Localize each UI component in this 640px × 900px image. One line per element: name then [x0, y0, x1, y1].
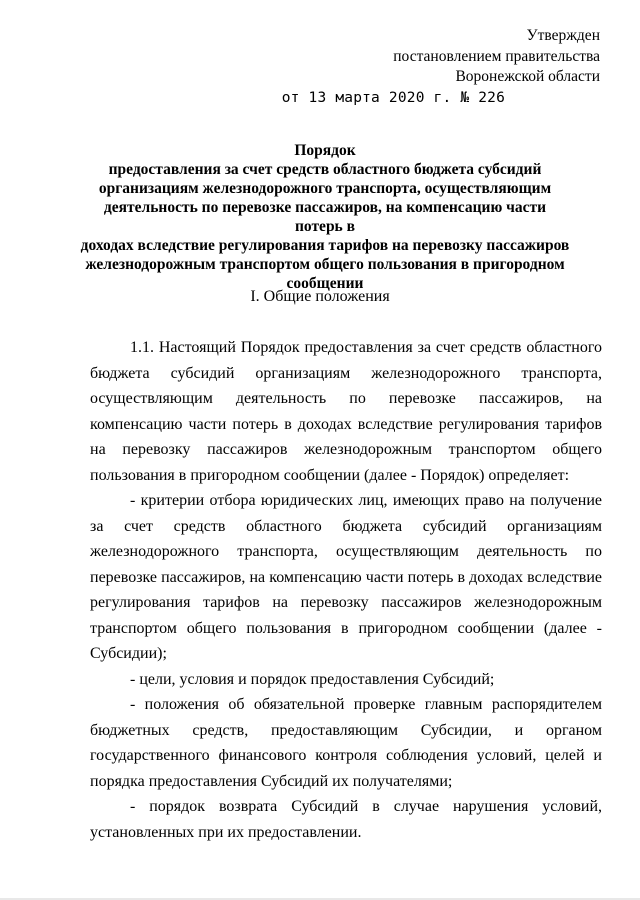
title-line: железнодорожным транспортом общего пользования в пригородном	[85, 256, 565, 273]
approval-line-resolution: постановлением правительства	[393, 47, 600, 65]
approval-line-approved: Утвержден	[526, 27, 600, 44]
list-item-mandatory-check: - положения об обязательной проверке главным распорядителем бюджетных средств, предоставляющим Субсидии, и органом государственного финансового контроля соблюдения условий, целей и порядка предоставления Субсидий их получателями;	[90, 696, 602, 790]
title-line: сообщении	[286, 275, 364, 292]
document-body	[90, 335, 602, 845]
title-line: доходах вследствие регулирования тарифов на перевозку пассажиров	[80, 237, 570, 254]
approval-line-region: Воронежской области	[455, 68, 600, 85]
paragraph-1-1: 1.1. Настоящий Порядок предоставления за счет средств областного бюджета субсидий организациям железнодорожного транспорта, осуществляющим деятельность по перевозке пассажиров, на компенсацию части потерь в доходах вследствие регулирования тарифов на перевозку пассажиров железнодорожным транспортом общего пользования в пригородном сообщении (далее - Порядок) определяет:	[90, 339, 602, 484]
approval-line-date-number: от 13 марта 2020 г. № 226	[281, 89, 505, 106]
title-line: предоставления за счет средств областного бюджета субсидий	[108, 161, 542, 178]
title-heading: Порядок	[294, 142, 356, 159]
list-item-goals-conditions: - цели, условия и порядок предоставления Субсидий;	[130, 670, 495, 688]
title-line: организациям железнодорожного транспорта, осуществляющим	[98, 180, 552, 197]
section-heading: I. Общие положения	[250, 288, 390, 305]
document-title	[80, 141, 570, 293]
list-item-refund-procedure: - порядок возврата Субсидий в случае нарушения условий, установленных при их предоставлении.	[90, 798, 602, 841]
approval-stamp	[282, 26, 600, 108]
list-item-selection-criteria: - критерии отбора юридических лиц, имеющих право на получение за счет средств областного бюджета субсидий организациям железнодорожного транспорта, осуществляющим деятельность по перевозке пассажиров, на компенсацию части потерь в доходах вследствие регулирования тарифов на перевозку пассажиров железнодорожным транспортом общего пользования в пригородном сообщении (далее - Субсидии);	[90, 492, 602, 662]
title-line: деятельность по перевозке пассажиров, на компенсацию части потерь в	[103, 199, 547, 235]
